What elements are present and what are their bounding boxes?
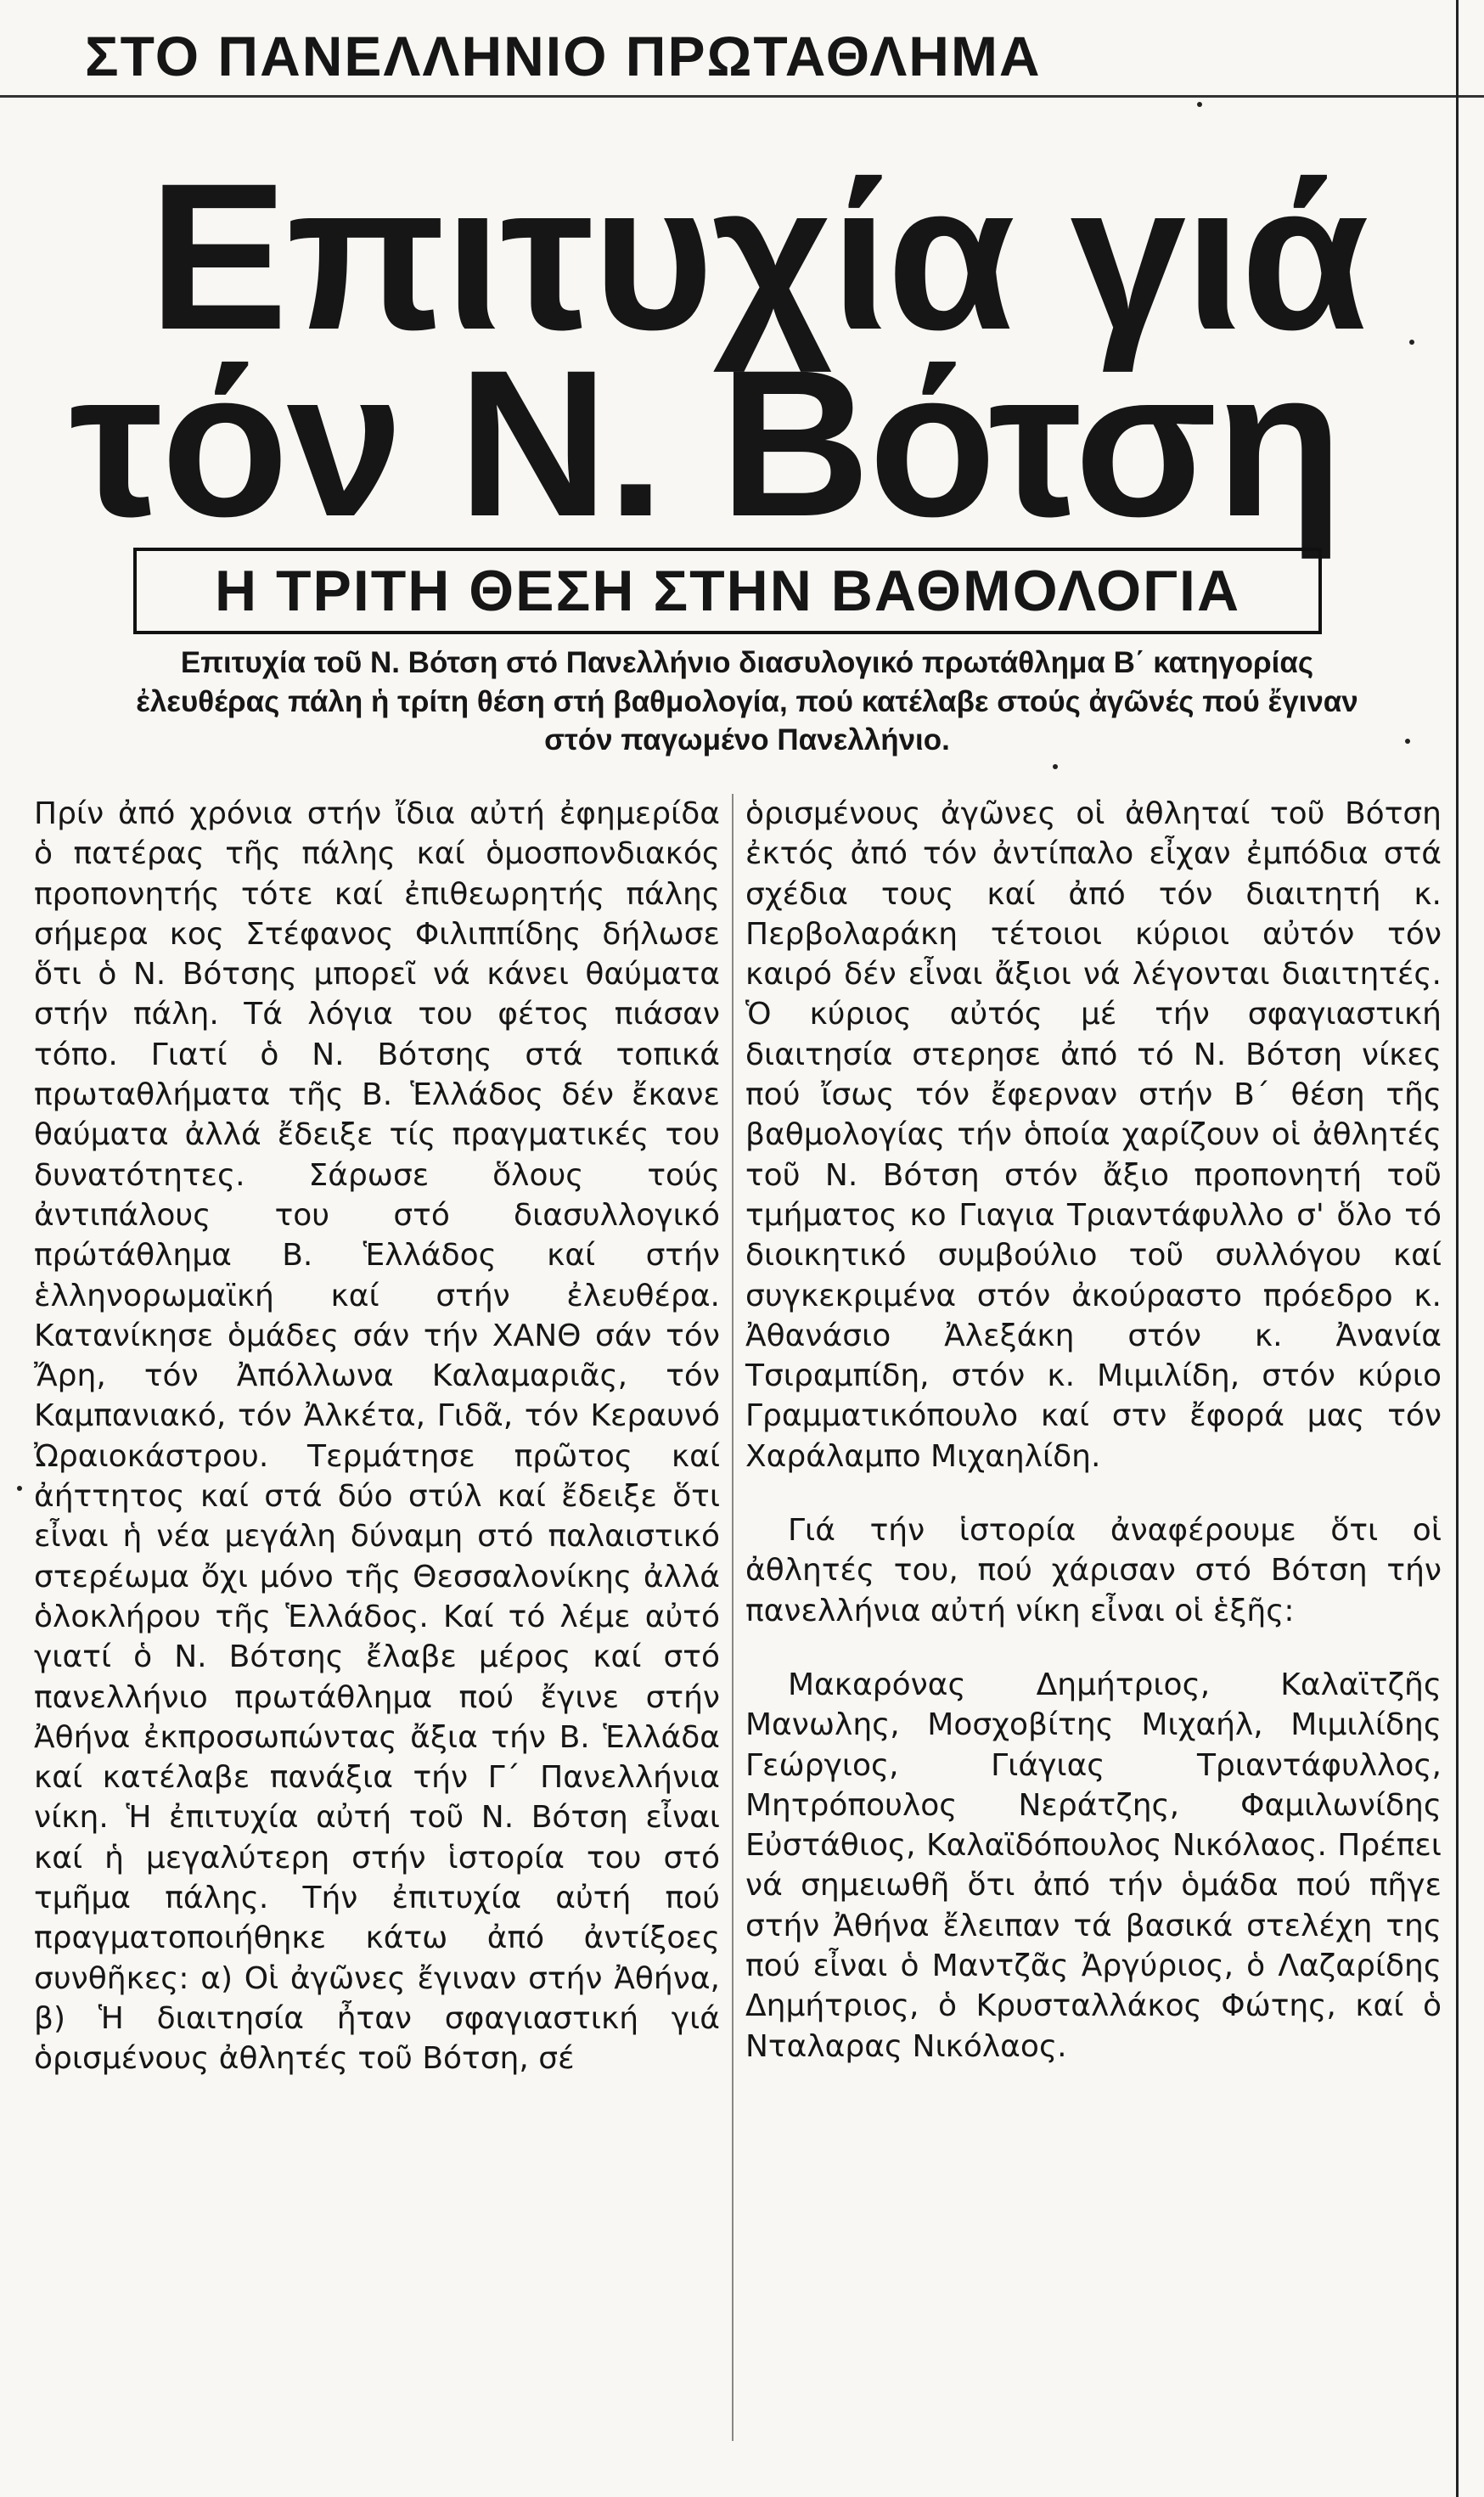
right-column: [745, 794, 1442, 2067]
print-speck: [1197, 102, 1202, 107]
left-column: [34, 794, 720, 2079]
subheadline-box: [133, 548, 1322, 634]
print-speck: [17, 1486, 22, 1491]
headline-line-2: τόν Ν. Βότση: [70, 327, 1342, 560]
right-column-paragraph-3: Μακαρόνας Δημήτριος, Καλαϊτζῆς Μανωλης, Μοσχοβίτης Μιχαήλ, Μιμιλίδης Γεώργιος, Γιάγιας Τριαντάφυλλος, Μητρόπουλος Νεράτζης, Φαμιλωνίδης Εὐστάθιος, Καλαϊδόπουλος Νικόλαος. Πρέπει νά σημειωθῆ ὅτι ἀπό τήν ὁμάδα πού πῆγε στήν Ἀθήνα ἔλειπαν τά βασικά στελέχη της πού εἶναι ὁ Μαντζᾶς Ἀργύριος, ὁ Λαζαρίδης Δημήτριος, ὁ Κρυσταλλάκος Φώτης, καί ὁ Νταλαρας Νικόλαος.: [745, 1667, 1442, 2064]
right-column-paragraph-2: Γιά τήν ἱστορία ἀναφέρουμε ὅτι οἱ ἀθλητές του, πού χάρισαν στό Βότση τήν πανελλήνια αὐτή νίκη εἶναι οἱ ἑξῆς:: [745, 1513, 1442, 1628]
print-speck: [1409, 340, 1414, 345]
left-column-text: Πρίν ἀπό χρόνια στήν ἴδια αὐτή ἐφημερίδα ὁ πατέρας τῆς πάλης καί ὁμοσπονδιακός προπονητής τότε καί ἐπιθεωρητής πάλης σήμερα κος Στέφανος Φιλιππίδης δήλωσε ὅτι ὁ Ν. Βότσης μπορεῖ νά κάνει θαύματα στήν πάλη. Τά λόγια του φέτος πιάσαν τόπο. Γιατί ὁ Ν. Βότσης στά τοπικά πρωταθλήματα τῆς Β. Ἑλλάδος δέν ἔκανε θαύματα ἀλλά ἔδειξε τίς πραγματικές του δυνατότητες. Σάρωσε ὅλους τούς ἀντιπάλους του στό διασυλλογικό πρώτάθλημα Β. Ἑλλάδος καί στήν ἑλληνορωμαϊκή καί στήν ἐλευθέρα. Κατανίκησε ὁμάδες σάν τήν ΧΑΝΘ σάν τόν Ἄρη, τόν Ἀπόλλωνα Καλαμαριᾶς, τόν Καμπανιακό, τόν Ἀλκέτα, Γιδᾶ, τόν Κεραυνό Ὠραιοκάστρου. Τερμάτησε πρῶτος καί ἀήττητος καί στά δύο στύλ καί ἔδειξε ὅτι εἶναι ἡ νέα μεγάλη δύναμη στό παλαιστικό στερέωμα ὄχι μόνο τῆς Θεσσαλονίκης ἀλλά ὁλοκλήρου τῆς Ἑλλάδος. Καί τό λέμε αὐτό γιατί ὁ Ν. Βότσης ἔλαβε μέρος καί στό πανελλήνιο πρωτάθλημα πού ἔγινε στήν Ἀθήνα ἐκπροσωπώντας ἄξια τήν Β. Ἑλλάδα καί κατέλαβε πανάξια τήν Γ΄ Πανελλήνια νίκη. Ἡ ἐπιτυχία αὐτή τοῦ Ν. Βότση εἶναι καί ἡ μεγαλύτερη στήν ἱστορία του στό τμῆμα πάλης. Τήν ἐπιτυχία αὐτή πού πραγματοποιήθηκε κάτω ἀπό ἀντίξοες συνθῆκες: α) Οἱ ἀγῶνες ἔγιναν στήν Ἀθήνα, β) Ἡ διαιτησία ἦταν σφαγιαστική γιά ὁρισμένους ἀθλητές τοῦ Βότση, σέ: [34, 796, 720, 2077]
divider: [0, 95, 1484, 98]
print-speck: [1053, 764, 1058, 769]
lead-paragraph: Επιτυχία τοῦ Ν. Βότση στό Πανελλήνιο διασυλογικό πρωτάθλημα Β΄ κατηγορίας ἐλευθέρας πάλη ἡ τρίτη θέση στή βαθμολογία, πού κατέλαβε στούς ἀγῶνές πού ἔγιναν στόν παγωμένο Πανελλήνιο.: [136, 646, 1358, 756]
column-divider: [732, 794, 734, 2441]
headline-line-1: Επιτυχία γιά: [149, 140, 1368, 374]
print-speck: [1405, 739, 1410, 744]
right-column-paragraph-1: ὁρισμένους ἀγῶνες οἱ ἀθληταί τοῦ Βότση ἐκτός ἀπό τόν ἀντίπαλο εἶχαν ἐμπόδια στά σχέδια τους καί ἀπό τόν διαιτητή κ. Περβολαράκη τέτοιοι κύριοι αὐτόν τόν καιρό δέν εἶναι ἄξιοι νά λέγονται διαιτητές. Ὁ κύριος αὐτός μέ τήν σφαγιαστική διαιτησία στερησε ἀπό τό Ν. Βότση νίκες πού ἴσως τόν ἔφερναν στήν Β΄ θέση τῆς βαθμολογίας τήν ὁποία χαρίζουν οἱ ἀθλητές τοῦ Ν. Βότση στόν ἄξιο προπονητή τοῦ τμήματος κο Γιαγια Τριαντάφυλλο σ' ὅλο τό διοικητικό συμβούλιο τοῦ συλλόγου καί συγκεκριμένα στόν ἀκούραστο πρόεδρο κ. Ἀθανάσιο Ἀλεξάκη στόν κ. Ἀνανία Τσιραμπίδη, στόν κ. Μιμιλίδη, στόν κύριο Γραμματικόπουλο καί στν ἔφορά μας τόν Χαράλαμπο Μιχαηλίδη.: [745, 796, 1442, 1474]
kicker: ΣΤΟ ΠΑΝΕΛΛΗΝΙΟ ΠΡΩΤΑΘΛΗΜΑ: [85, 25, 1042, 87]
clipping-edge: [1456, 0, 1459, 2497]
subheadline: Η ΤΡΙΤΗ ΘΕΣΗ ΣΤΗΝ ΒΑΘΜΟΛΟΓΙΑ: [214, 559, 1241, 623]
